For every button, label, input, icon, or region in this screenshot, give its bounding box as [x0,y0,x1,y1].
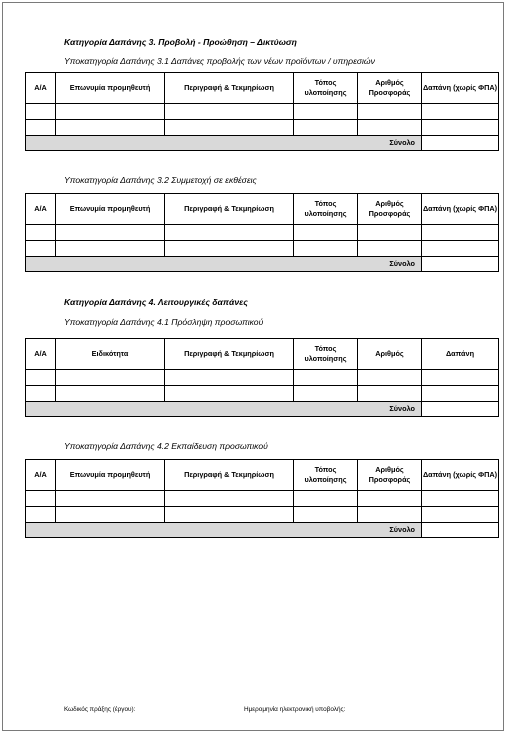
table-cell[interactable] [422,225,499,241]
category-3-title: Κατηγορία Δαπάνης 3. Προβολή - Προώθηση – Δικτύωση [64,37,297,47]
table-row [26,386,499,402]
project-code-label: Κωδικός πράξης (έργου): [64,706,136,713]
table-header-row [26,73,499,104]
table-cell[interactable] [294,386,358,402]
table-cell[interactable] [165,491,294,507]
table-cell[interactable] [26,104,56,120]
table-cell[interactable] [422,507,499,523]
table-cell[interactable] [165,104,294,120]
col-header-supplier: Επωνυμία προμηθευτή [56,194,165,225]
total-label: Σύνολο [26,257,422,272]
table-cell[interactable] [26,120,56,136]
col-header-number: Αριθμός [358,339,422,370]
table-cell[interactable] [422,120,499,136]
col-header-cost: Δαπάνη [422,339,499,370]
total-value-cell[interactable] [422,523,499,538]
table-cell[interactable] [56,491,165,507]
total-value-cell[interactable] [422,402,499,417]
table-cell[interactable] [422,104,499,120]
col-header-cost: Δαπάνη (χωρίς ΦΠΑ) [422,194,499,225]
table-row [26,491,499,507]
table-cell[interactable] [56,225,165,241]
table-cell[interactable] [56,120,165,136]
col-header-supplier: Επωνυμία προμηθευτή [56,73,165,104]
table-header-row [26,339,499,370]
col-header-location: Τόπος υλοποίησης [294,460,358,491]
total-label: Σύνολο [26,136,422,151]
table-cell[interactable] [358,104,422,120]
table-cell[interactable] [294,370,358,386]
subcategory-4-2-title: Υποκατηγορία Δαπάνης 4.2 Εκπαίδευση προσωπικού [64,441,268,451]
table-cell[interactable] [165,386,294,402]
col-header-offer-number: Αριθμός Προσφοράς [358,73,422,104]
table-cell[interactable] [165,120,294,136]
col-header-description: Περιγραφή & Τεκμηρίωση [165,73,294,104]
table-cell[interactable] [56,104,165,120]
table-row [26,104,499,120]
total-value-cell[interactable] [422,136,499,151]
table-cell[interactable] [56,370,165,386]
table-row [26,507,499,523]
table-cell[interactable] [26,241,56,257]
table-cell[interactable] [422,241,499,257]
col-header-offer-number: Αριθμός Προσφοράς [358,460,422,491]
total-label: Σύνολο [26,402,422,417]
submission-date-label: Ημερομηνία ηλεκτρονική υποβολής: [244,706,346,713]
table-cell[interactable] [56,507,165,523]
col-header-specialty: Ειδικότητα [56,339,165,370]
table-cell[interactable] [422,386,499,402]
table-cell[interactable] [294,507,358,523]
table-row [26,120,499,136]
col-header-supplier: Επωνυμία προμηθευτή [56,460,165,491]
total-row [26,257,499,272]
table-cell[interactable] [358,386,422,402]
table-cell[interactable] [26,507,56,523]
col-header-cost: Δαπάνη (χωρίς ΦΠΑ) [422,460,499,491]
table-cell[interactable] [358,507,422,523]
col-header-offer-number: Αριθμός Προσφοράς [358,194,422,225]
total-label: Σύνολο [26,523,422,538]
table-cell[interactable] [165,507,294,523]
table-cell[interactable] [26,370,56,386]
table-cell[interactable] [294,225,358,241]
col-header-description: Περιγραφή & Τεκμηρίωση [165,194,294,225]
total-row [26,136,499,151]
table-cell[interactable] [358,241,422,257]
table-cell[interactable] [294,104,358,120]
table-row [26,225,499,241]
col-header-aa: Α/Α [26,339,56,370]
col-header-location: Τόπος υλοποίησης [294,339,358,370]
col-header-aa: Α/Α [26,73,56,104]
expense-table-4-1 [25,338,499,417]
table-cell[interactable] [358,370,422,386]
table-cell[interactable] [358,120,422,136]
total-row [26,523,499,538]
table-row [26,370,499,386]
col-header-description: Περιγραφή & Τεκμηρίωση [165,460,294,491]
expense-table-3-1 [25,72,499,151]
table-cell[interactable] [26,491,56,507]
col-header-location: Τόπος υλοποίησης [294,194,358,225]
table-cell[interactable] [56,241,165,257]
table-cell[interactable] [358,225,422,241]
col-header-aa: Α/Α [26,460,56,491]
table-cell[interactable] [165,370,294,386]
table-cell[interactable] [422,370,499,386]
total-row [26,402,499,417]
subcategory-3-1-title: Υποκατηγορία Δαπάνης 3.1 Δαπάνες προβολής των νέων προϊόντων / υπηρεσιών [64,56,375,66]
category-4-title: Κατηγορία Δαπάνης 4. Λειτουργικές δαπάνες [64,297,248,307]
table-row [26,241,499,257]
table-cell[interactable] [294,491,358,507]
table-cell[interactable] [26,386,56,402]
table-cell[interactable] [294,120,358,136]
table-header-row [26,460,499,491]
table-cell[interactable] [26,225,56,241]
col-header-description: Περιγραφή & Τεκμηρίωση [165,339,294,370]
table-cell[interactable] [165,241,294,257]
table-cell[interactable] [56,386,165,402]
subcategory-4-1-title: Υποκατηγορία Δαπάνης 4.1 Πρόσληψη προσωπικού [64,317,264,327]
subcategory-3-2-title: Υποκατηγορία Δαπάνης 3.2 Συμμετοχή σε εκθέσεις [64,175,257,185]
expense-table-4-2 [25,459,499,538]
table-cell[interactable] [294,241,358,257]
col-header-aa: Α/Α [26,194,56,225]
col-header-location: Τόπος υλοποίησης [294,73,358,104]
total-value-cell[interactable] [422,257,499,272]
table-cell[interactable] [422,491,499,507]
table-cell[interactable] [165,225,294,241]
col-header-cost: Δαπάνη (χωρίς ΦΠΑ) [422,73,499,104]
table-header-row [26,194,499,225]
table-cell[interactable] [358,491,422,507]
expense-table-3-2 [25,193,499,272]
